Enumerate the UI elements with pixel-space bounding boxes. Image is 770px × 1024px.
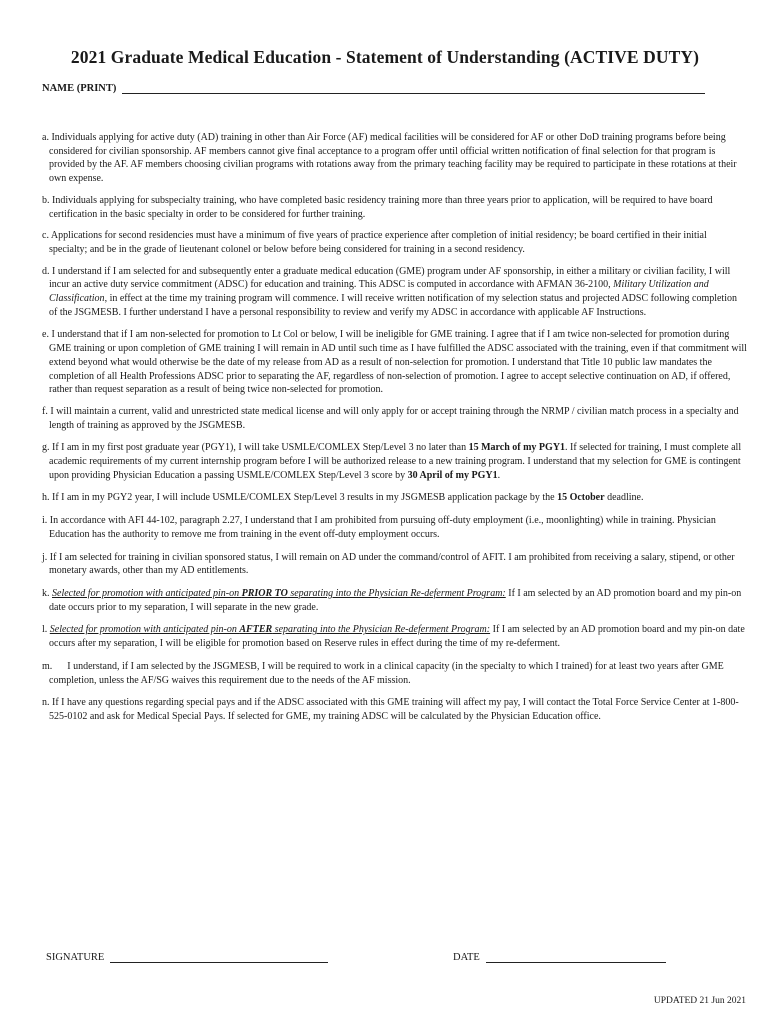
paragraph-k-heading (52, 588, 506, 599)
paragraph-g-text-1: g. If I am in my first post graduate year (PGY1), I will take USMLE/COMLEX Step/Level 3 no later than (42, 442, 469, 454)
signature-label: SIGNATURE (46, 952, 105, 963)
paragraph-n: n. If I have any questions regarding special pays and if the ADSC associated with this GME training will affect my pay, I will contact the Total Force Service Center at 1-800-525-0102 and ask for Medical Special Pays. If selected for GME, my training ADSC will be calculated by the Physician Education office. (42, 697, 739, 722)
paragraph-d (42, 265, 747, 320)
paragraph-l-text: If I am selected by an AD promotion board and my pin-on date occurs after my separation, I will be eligible for promotion based on Reserve rules in effect during the time of my re-deferment. (49, 624, 745, 650)
paragraph-k-heading-1: Selected for promotion with anticipated pin-on (52, 587, 242, 599)
paragraph-j: j. If I am selected for training in civilian sponsored status, I will remain on AD under the command/control of AFIT. I am prohibited from receiving a salary, stipend, or other monetary awards, other than my AD entitlements. (42, 551, 735, 577)
name-input-line[interactable] (122, 82, 705, 94)
paragraph-e: e. I understand that if I am non-selected for promotion to Lt Col or below, I will be ineligible for GME training. I agree that if I am twice non-selected for promotion during GME training or upon completion of GME training I will remain in AD until such time as I have fulfilled the ADSC associated with the training, even if that commitment will extend beyond what would otherwise be the date of my release from AD as a result of non-selection for promotion. I understand that Title 10 public law mandates the completion of all Health Professions ADSC prior to separating the AF, regardless of non-selection of promotion. I agree to accept selective continuation on AD, if offered, rather than request separation as a result of being twice non-selected for promotion. (42, 329, 747, 396)
paragraph-l (42, 623, 747, 650)
name-label: NAME (PRINT) (42, 83, 117, 94)
paragraph-h-text-2: deadline. (604, 492, 644, 504)
paragraph-d-text-1: d. I understand if I am selected for and subsequently enter a graduate medical education (GME) program under AF sponsorship, in either a military or civilian facility, I will incur an active duty service commitment (ADSC) for education and training. This ADSC is computed in accordance with AFMAN 36-2100, (42, 265, 731, 291)
statements-body (42, 131, 747, 724)
paragraph-k-text: If I am selected by an AD promotion board and my pin-on date occurs prior to my separation, I will separate in the new grade. (49, 587, 742, 613)
paragraph-g-text-2: . If selected for training, I must complete all academic requirements of my current internship program before I will be authorized release to a new training program. I understand that my selection for GME is contingent upon providing Physician Education a passing USMLE/COMLEX Step/Level 3 score by (49, 442, 742, 481)
paragraph-k-letter: k. (42, 587, 52, 599)
paragraph-h-deadline: 15 October (557, 492, 605, 504)
signature-input-line[interactable] (110, 951, 328, 963)
paragraph-c: c. Applications for second residencies must have a minimum of five years of practice experience after completion of initial residency; be board certified in their initial specialty; and be in the grade of lieutenant colonel or below before being considered for training in a second residency. (42, 230, 707, 255)
paragraph-f: f. I will maintain a current, valid and unrestricted state medical license and will only apply for or accept training through the NRMP / civilian match process in a specialty and length of training as approved by the JSGMESB. (42, 405, 739, 431)
date-label: DATE (453, 952, 480, 963)
paragraph-l-heading-bold: AFTER (239, 624, 273, 636)
document-title: 2021 Graduate Medical Education - Statement of Understanding (ACTIVE DUTY) (70, 47, 700, 67)
paragraph-k (42, 587, 747, 614)
paragraph-d-text-2: , in effect at the time my training program will commence. I will receive written notification of my selection status and projected ADSC following completion of the JSGMESB. I further understand I have a personal responsibility to review and verify my ADSC in accordance with applicable AF Instructions. (49, 293, 737, 318)
paragraph-l-heading (50, 624, 490, 635)
paragraph-g-deadline-2: 30 April of my PGY1 (407, 469, 498, 481)
paragraph-h (42, 491, 747, 505)
paragraph-a: a. Individuals applying for active duty (AD) training in other than Air Force (AF) medical facilities will be considered for AF or other DoD training programs before being considered for civilian sponsorship. AF members cannot give final acceptance to a program offer until official written notification of final selection for that program is provided by the AF. AF members choosing civilian programs with rotations away from the primary teaching facility may be required to participate in these rotations at their own expense. (42, 132, 737, 185)
paragraph-m: m. I understand, if I am selected by the JSGMESB, I will be required to work in a clinical capacity (in the specialty to which I trained) for at least two years after GME completion, unless the AF/SG waives this requirement due to the needs of the AF mission. (42, 660, 727, 686)
date-field-row (453, 951, 666, 963)
signature-field-row (46, 951, 328, 963)
paragraph-d-italic: Military Utilization and Classification (49, 279, 709, 305)
paragraph-g-text-3: . (497, 469, 501, 481)
paragraph-i: i. In accordance with AFI 44-102, paragraph 2.27, I understand that I am prohibited from pursuing off-duty employment (i.e., moonlighting) while in training. Physician Education has the authority to remove me from training in the event off-duty employment occurs. (42, 515, 716, 540)
paragraph-l-heading-1: Selected for promotion with anticipated pin-on (49, 624, 240, 636)
paragraph-k-heading-2: separating into the Physician Re-deferment Program: (287, 587, 506, 599)
paragraph-g-deadline-1: 15 March of my PGY1 (468, 442, 566, 454)
paragraph-l-heading-2: separating into the Physician Re-deferment Program: (272, 624, 491, 636)
name-field-row (42, 82, 705, 94)
updated-footer: UPDATED 21 Jun 2021 (653, 996, 746, 1006)
paragraph-k-heading-bold: PRIOR TO (241, 587, 288, 599)
date-input-line[interactable] (486, 951, 666, 963)
paragraph-g (42, 441, 747, 482)
paragraph-b: b. Individuals applying for subspecialty training, who have completed basic residency training more than three years prior to application, will be required to have board certification in the basic specialty in order to be considered for further training. (42, 194, 713, 220)
paragraph-h-text-1: h. If I am in my PGY2 year, I will include USMLE/COMLEX Step/Level 3 results in my JSGMESB application package by the (42, 492, 558, 504)
paragraph-l-letter: l. (42, 624, 50, 636)
